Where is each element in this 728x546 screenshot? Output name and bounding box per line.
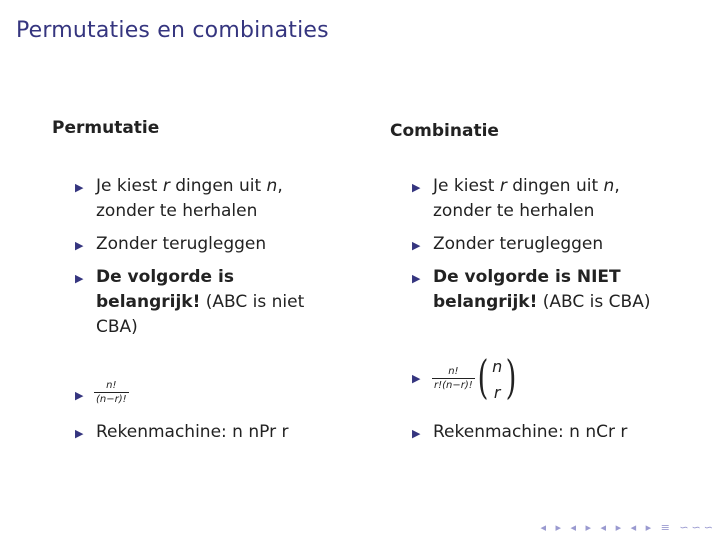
permutation-heading: Permutatie (52, 118, 160, 138)
combination-item-3: De volgorde is NIET belangrijk! (ABC is CBA) (433, 267, 651, 312)
permutation-item-1: Je kiest r dingen uit n, zonder te herhalen (96, 176, 283, 221)
permutation-formula (94, 379, 129, 406)
bullet-triangle-icon: ▶ (412, 239, 421, 252)
permutation-item-2: Zonder terugleggen (96, 234, 267, 254)
binomial-coefficient: ( n r ) (477, 350, 517, 404)
permutation-item-3: De volgorde is belangrijk! (ABC is niet CBA) (96, 267, 305, 337)
combination-fraction: $\frac{n!}{r!(n-r)!}$ (434, 365, 473, 391)
combination-formula (432, 350, 517, 404)
bullet-triangle-icon: ▶ (75, 427, 84, 440)
bullet-triangle-icon: ▶ (75, 272, 84, 285)
bullet-triangle-icon: ▶ (412, 272, 421, 285)
bullet-triangle-icon: ▶ (412, 427, 421, 440)
bullet-triangle-icon: ▶ (412, 181, 421, 194)
combination-item-2: Zonder terugleggen (433, 234, 604, 254)
bullet-triangle-icon: ▶ (412, 372, 421, 385)
combination-item-1: Je kiest r dingen uit n, zonder te herhalen (433, 176, 620, 221)
permutation-item-5: Rekenmachine: n nPr r (96, 422, 289, 442)
right-paren: ) (505, 350, 517, 404)
combination-heading: Combinatie (390, 121, 499, 141)
frame-title: Permutaties en combinaties (16, 18, 329, 43)
bullet-triangle-icon: ▶ (75, 239, 84, 252)
combination-item-5: Rekenmachine: n nCr r (433, 422, 628, 442)
bullet-triangle-icon: ▶ (75, 389, 84, 402)
beamer-navigation-icons[interactable]: ◂ ▸ ◂ ▸ ◂ ▸ ◂ ▸ ≡ ∽∽∽ (540, 521, 716, 534)
bullet-triangle-icon: ▶ (75, 181, 84, 194)
permutation-fraction: $\frac{n!}{(n-r)!}$ (96, 380, 127, 405)
left-paren: ( (477, 350, 489, 404)
